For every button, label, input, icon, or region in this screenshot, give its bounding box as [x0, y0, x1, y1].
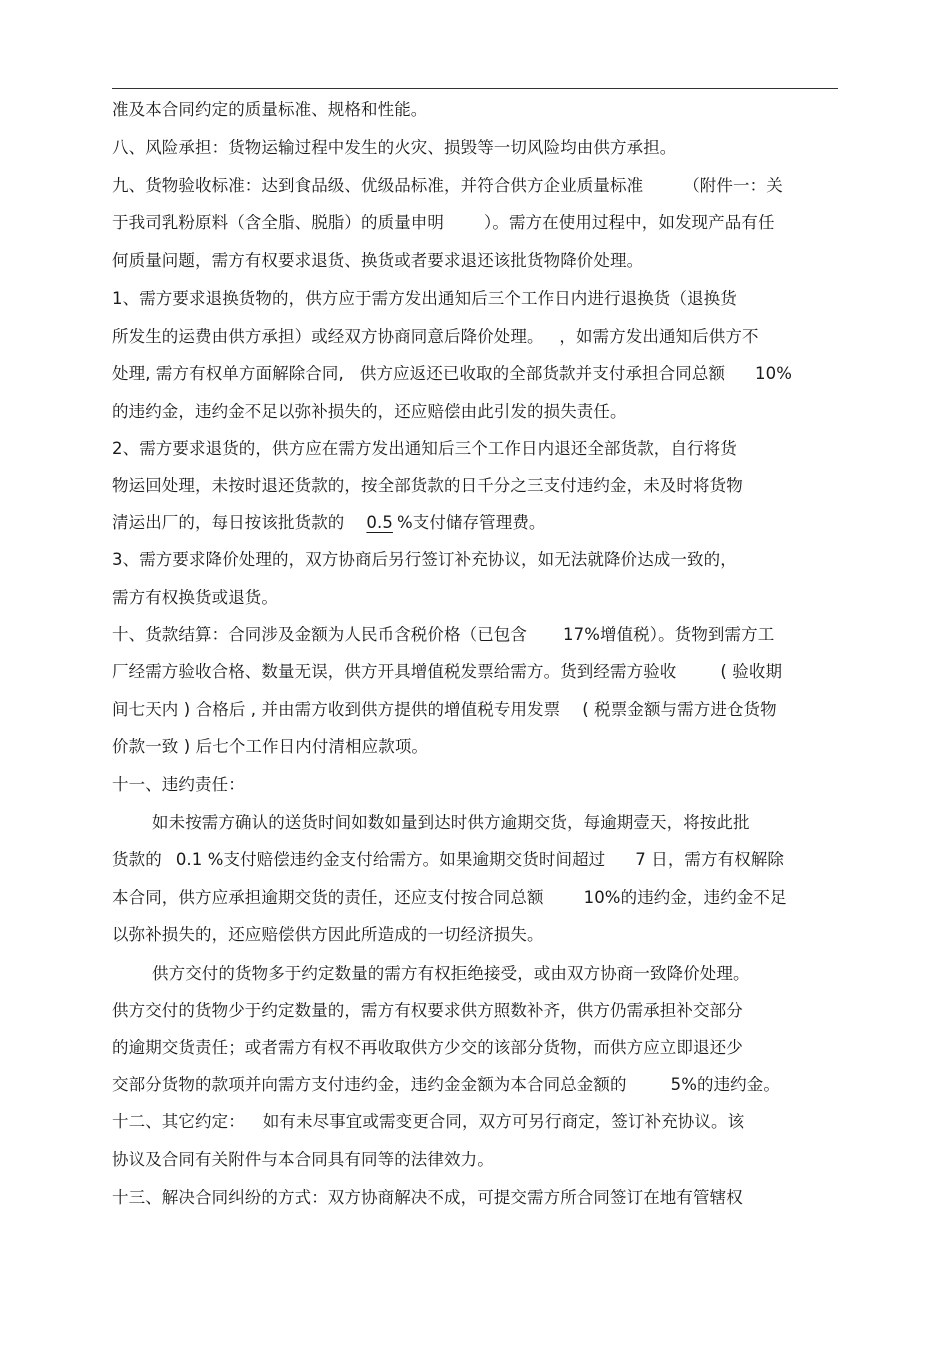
text-segment: 如未按需方确认的送货时间如数如量到达时供方逾期交货，每逾期壹天，将按此批 — [152, 813, 750, 832]
text-line — [152, 810, 750, 836]
clause-2-line — [112, 436, 737, 462]
text-segment: 协议及合同有关附件与本合同具有同等的法律效力。 — [112, 1150, 494, 1169]
text-segment: 物运回处理，未按时退还货款的，按全部货款的日千分之三支付违约金，未及时将货物 — [112, 476, 743, 495]
text-segment: 10% — [583, 888, 621, 907]
underlined-value: 0.5 — [366, 513, 393, 532]
text-segment: 2、需方要求退货的，供方应在需方发出通知后三个工作日内退还全部货款，自行将货 — [112, 439, 737, 458]
text-segment: 需方有权换货或退货。 — [112, 588, 278, 607]
text-segment: 十一、违约责任： — [112, 775, 245, 794]
section-12-line — [112, 1109, 744, 1135]
text-line — [152, 961, 750, 987]
text-line — [112, 97, 427, 123]
clause-1-line — [112, 286, 737, 312]
text-segment: 十、货款结算：合同涉及金额为人民币含税价格（已包含 — [112, 625, 527, 644]
text-segment: 十三、解决合同纠纷的方式：双方协商解决不成，可提交需方所合同签订在地有管辖权 — [112, 1188, 743, 1207]
text-segment: 清运出厂的，每日按该批货款的 — [112, 513, 345, 532]
text-line — [112, 885, 787, 911]
text-segment: 供方交付的货物少于约定数量的，需方有权要求供方照数补齐，供方仍需承担补交部分 — [112, 1001, 743, 1020]
text-segment: 准及本合同约定的质量标准、规格和性能。 — [112, 100, 428, 119]
text-segment: 5%的违约金。 — [670, 1075, 780, 1094]
text-line — [112, 473, 743, 499]
text-segment: 3、需方要求降价处理的，双方协商后另行签订补充协议，如无法就降价达成一致的， — [112, 550, 737, 569]
text-line — [112, 659, 782, 685]
section-13-line — [112, 1185, 743, 1211]
text-segment: 的违约金，违约金不足以弥补损失的，还应赔偿由此引发的损失责任。 — [112, 402, 627, 421]
text-segment: 交部分货物的款项并向需方支付违约金，违约金金额为本合同总金额的 — [112, 1075, 627, 1094]
text-line — [112, 1072, 780, 1098]
section-9-line — [112, 173, 783, 199]
text-segment: 厂经需方验收合格、数量无误，供方开具增值税发票给需方。货到经需方验收 — [112, 662, 677, 681]
text-segment: 于我司乳粉原料（含全脂、脱脂）的质量申明 — [112, 213, 444, 232]
text-segment: 九、货物验收标准：达到食品级、优级品标准，并符合供方企业质量标准 — [112, 176, 644, 195]
text-line — [112, 1147, 494, 1173]
text-line — [112, 510, 546, 536]
text-segment: 的违约金，违约金不足 — [620, 888, 787, 907]
text-line — [112, 324, 759, 350]
text-segment: 10% — [755, 364, 793, 383]
text-line — [112, 210, 775, 236]
text-line — [112, 998, 743, 1024]
text-segment: 17%增值税）。货物到需方工 — [563, 625, 775, 644]
text-segment: 货款的 — [112, 850, 162, 869]
text-segment: 间七天内 ) 合格后 , 并由需方收到供方提供的增值税专用发票 — [112, 700, 561, 719]
text-segment: %支付储存管理费。 — [396, 513, 546, 532]
text-segment: 处理, 需方有权单方面解除合同, — [112, 364, 344, 383]
text-segment: 何质量问题，需方有权要求退货、换货或者要求退还该批货物降价处理。 — [112, 251, 644, 270]
text-segment: 所发生的运费由供方承担）或经双方协商同意后降价处理。 — [112, 327, 536, 346]
section-11-heading — [112, 772, 245, 798]
text-line — [112, 734, 428, 760]
text-segment: ( 验收期 — [720, 662, 783, 681]
text-line — [112, 361, 792, 387]
text-segment: 八、风险承担：货物运输过程中发生的火灾、损毁等一切风险均由供方承担。 — [112, 138, 677, 157]
section-8-line — [112, 135, 676, 161]
clause-3-line — [112, 547, 737, 573]
text-segment: 以弥补损失的，还应赔偿供方因此所造成的一切经济损失。 — [112, 925, 544, 944]
text-line — [112, 1035, 743, 1061]
section-10-line — [112, 622, 774, 648]
text-segment: 供方应返还已收取的全部货款并支付承担合同总额 — [359, 364, 726, 383]
text-segment: 供方交付的货物多于约定数量的需方有权拒绝接受，或由双方协商一致降价处理。 — [152, 964, 750, 983]
text-line — [112, 248, 643, 274]
text-segment: 7 日，需方有权解除 — [635, 850, 785, 869]
text-segment: 0.1 %支付赔偿违约金支付给需方。如果逾期交货时间超过 — [175, 850, 606, 869]
text-segment: 价款一致 ) 后七个工作日内付清相应款项。 — [112, 737, 429, 756]
text-segment: 十二、其它约定： — [112, 1112, 245, 1131]
text-line — [112, 399, 627, 425]
text-line — [112, 697, 777, 723]
text-segment: 本合同，供方应承担逾期交货的责任，还应支付按合同总额 — [112, 888, 544, 907]
text-segment: ，如需方发出通知后供方不 — [559, 327, 759, 346]
text-segment: ）。需方在使用过程中，如发现产品有任 — [484, 213, 775, 232]
text-line — [112, 585, 278, 611]
text-segment: （附件一：关 — [683, 176, 783, 195]
text-segment: 1、需方要求退换货物的，供方应于需方发出通知后三个工作日内进行退换货（退换货 — [112, 289, 737, 308]
text-segment: 的逾期交货责任；或者需方有权不再收取供方少交的该部分货物，而供方应立即退还少 — [112, 1038, 743, 1057]
text-line — [112, 922, 544, 948]
text-line — [112, 847, 784, 873]
text-segment: 如有未尽事宜或需变更合同，双方可另行商定，签订补充协议。该 — [262, 1112, 745, 1131]
text-segment: ( 税票金额与需方进仓货物 — [582, 700, 777, 719]
